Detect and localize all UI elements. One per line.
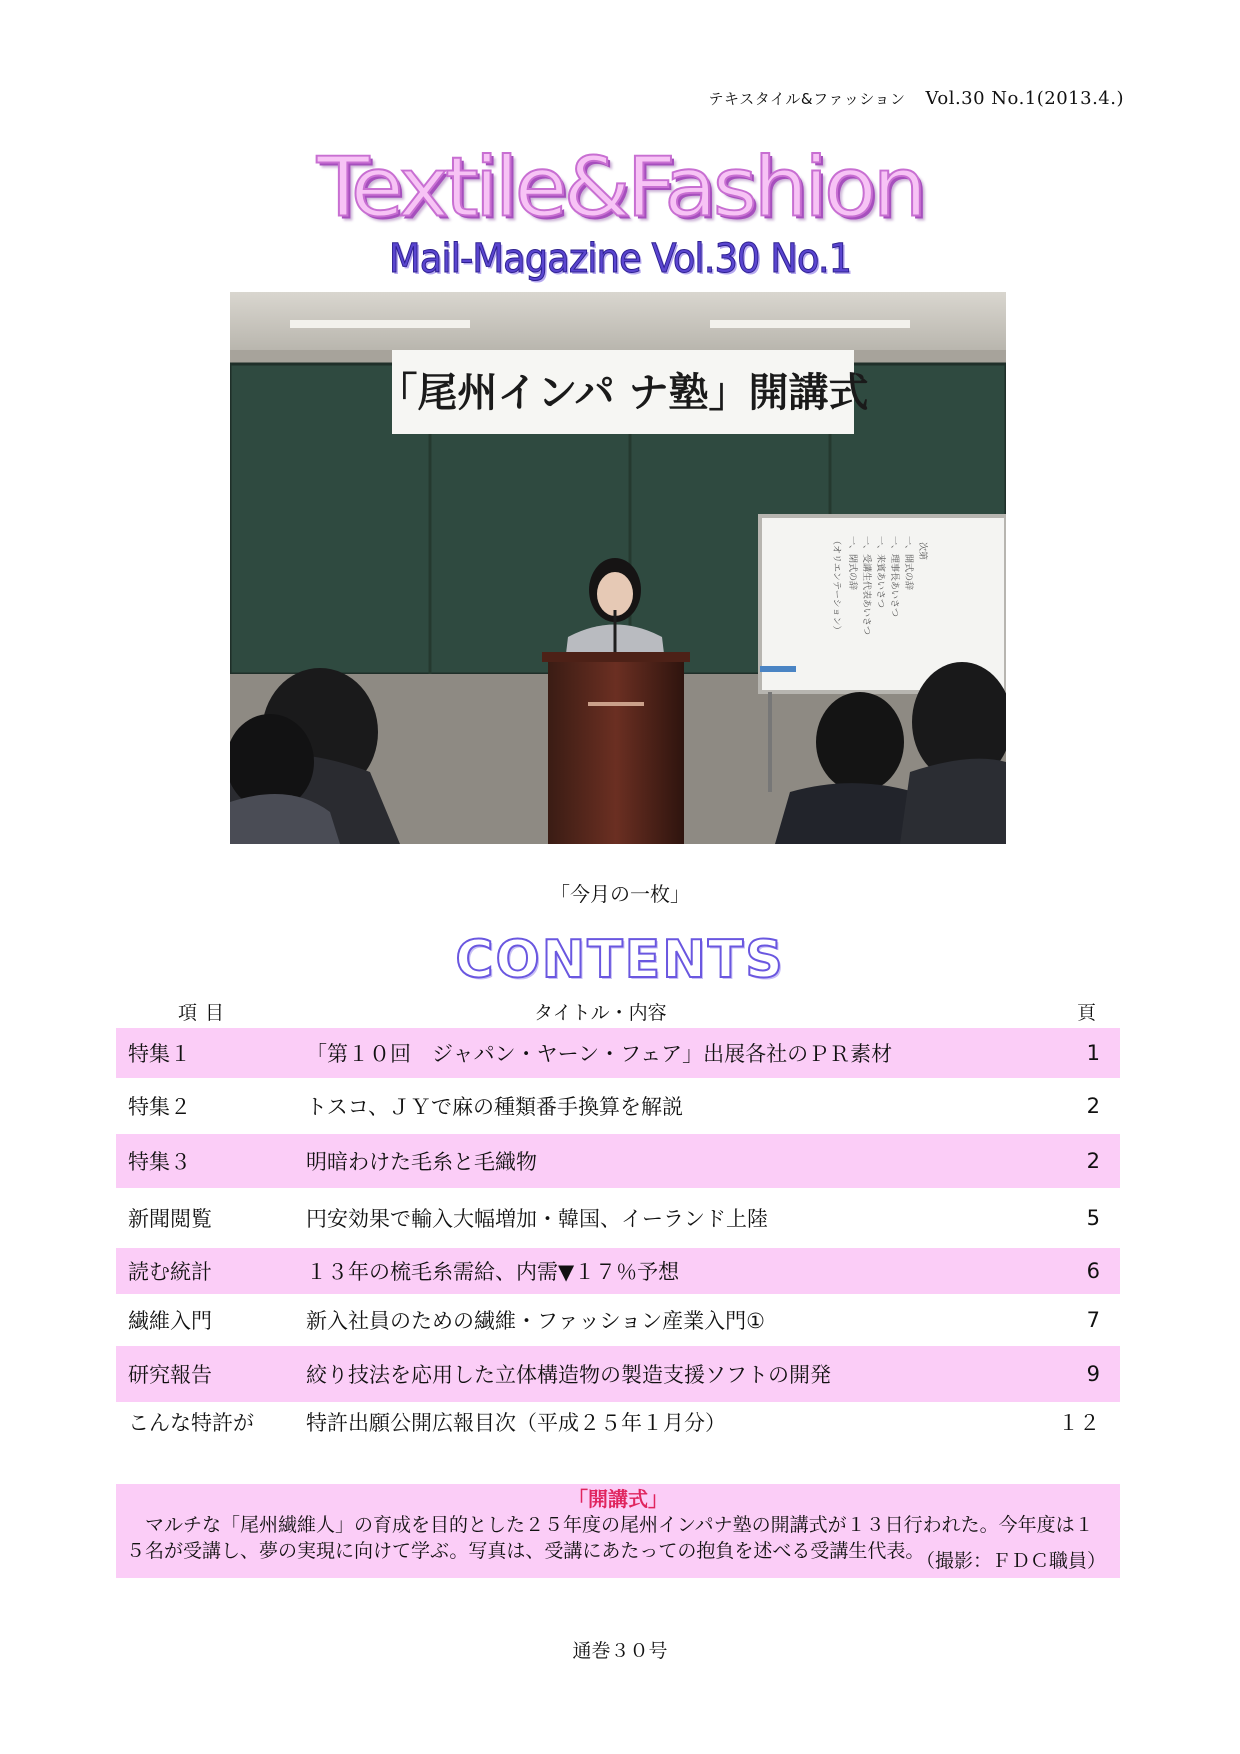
photo-illustration — [230, 292, 1006, 844]
row-item: 特集１ — [128, 1042, 191, 1066]
column-header-title: タイトル・内容 — [534, 1002, 667, 1024]
row-item: 研究報告 — [128, 1363, 212, 1387]
description-title: 「開講式」 — [568, 1487, 668, 1511]
row-item: 特集３ — [128, 1150, 191, 1174]
row-page: 2 — [1086, 1094, 1100, 1118]
table-row[interactable] — [116, 1134, 1120, 1188]
row-page: 6 — [1086, 1259, 1100, 1283]
contents-heading: CONTENTS — [455, 930, 785, 990]
whiteboard-line-7: （オリエンテーション） — [831, 536, 841, 635]
photo-description-box — [116, 1484, 1120, 1578]
row-page: １２ — [1058, 1411, 1100, 1435]
photo-caption: 「今月の一枚」 — [550, 882, 690, 906]
issue-line — [709, 88, 1124, 109]
whiteboard-line-1: 次第 — [917, 542, 927, 561]
row-title: トスコ、ＪＹで麻の種類番手換算を解説 — [306, 1095, 683, 1119]
whiteboard-line-3: 一、理事長あいさつ — [889, 536, 899, 618]
masthead-title: Textile&Fashion — [316, 140, 924, 236]
footer-issue-number: 通巻３０号 — [572, 1640, 668, 1662]
table-row[interactable] — [116, 1294, 1120, 1346]
whiteboard-line-4: 一、来賓あいさつ — [875, 536, 885, 609]
whiteboard-line-2: 一、開式の辞 — [903, 536, 913, 591]
column-header-page: 頁 — [1076, 1002, 1096, 1024]
toc-column-headers — [116, 998, 1120, 1026]
row-item: 新聞閲覧 — [128, 1207, 212, 1231]
row-page: 5 — [1086, 1206, 1100, 1230]
whiteboard-line-6: 一、閉式の辞 — [847, 536, 857, 591]
issue-name: テキスタイル&ファッション — [708, 90, 906, 108]
row-page: 7 — [1086, 1308, 1100, 1332]
row-title: 明暗わけた毛糸と毛織物 — [306, 1150, 537, 1174]
whiteboard-line-5: 一、受講生代表あいさつ — [861, 536, 871, 636]
row-title: １３年の梳毛糸需給、内需▼１７％予想 — [306, 1260, 680, 1284]
table-row[interactable] — [116, 1188, 1120, 1248]
row-page: 9 — [1086, 1362, 1100, 1386]
table-row[interactable] — [116, 1028, 1120, 1078]
table-row[interactable] — [116, 1346, 1120, 1402]
row-title: 円安効果で輸入大幅増加・韓国、イーランド上陸 — [306, 1207, 768, 1231]
description-body: マルチな「尾州繊維人」の育成を目的とした２５年度の尾州インパナ塾の開講式が１３日行われた。今年度は１５名が受講し、夢の実現に向けて学ぶ。写真は、受講にあたっての抱負を述べる受講生代表。 — [126, 1514, 1094, 1562]
issue-volume: Vol.30 No.1(2013.4.) — [925, 88, 1124, 109]
row-title: 新入社員のための繊維・ファッション産業入門① — [306, 1309, 765, 1333]
table-row[interactable] — [116, 1402, 1120, 1442]
masthead-subtitle: Mail-Magazine Vol.30 No.1 — [388, 236, 852, 282]
row-item: 特集２ — [128, 1095, 191, 1119]
banner-text: 「尾州インパ ナ塾」開講式 — [377, 370, 869, 416]
contents-table — [116, 1028, 1120, 1442]
row-page: 2 — [1086, 1149, 1100, 1173]
row-item: 繊維入門 — [128, 1309, 212, 1333]
table-row[interactable] — [116, 1248, 1120, 1294]
row-title: 特許出願公開広報目次（平成２５年１月分） — [306, 1411, 726, 1435]
column-header-item: 項目 — [178, 1002, 233, 1024]
photo-credit: （撮影：ＦＤＣ職員） — [915, 1550, 1106, 1572]
row-title: 「第１０回 ジャパン・ヤーン・フェア」出展各社のＰＲ素材 — [306, 1042, 893, 1066]
cover-photo — [230, 292, 1006, 844]
table-row[interactable] — [116, 1078, 1120, 1134]
row-title: 絞り技法を応用した立体構造物の製造支援ソフトの開発 — [306, 1363, 831, 1387]
row-item: 読む統計 — [128, 1260, 212, 1284]
row-page: 1 — [1086, 1041, 1100, 1065]
row-item: こんな特許が — [128, 1411, 254, 1435]
